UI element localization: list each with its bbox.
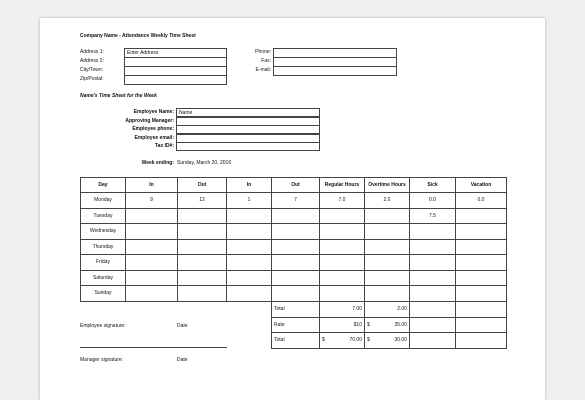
- header-overtime-hours: Overtime Hours: [365, 178, 410, 193]
- sick-cell[interactable]: [410, 224, 456, 240]
- out2-cell[interactable]: [272, 270, 320, 286]
- day-cell: Thursday: [81, 239, 126, 255]
- regular-hours-cell[interactable]: [320, 286, 365, 302]
- employee-phone-label: Employee phone:: [132, 126, 174, 132]
- rate-label: Rate: [272, 317, 320, 333]
- overtime-hours-cell[interactable]: [365, 286, 410, 302]
- rate-sick-cell[interactable]: [410, 317, 456, 333]
- in2-cell[interactable]: 1: [227, 193, 272, 209]
- overtime-hours-cell[interactable]: [365, 270, 410, 286]
- header-regular-hours: Regular Hours: [320, 178, 365, 193]
- employee-signature-date-label: Date: [177, 323, 188, 329]
- table-row: [81, 224, 507, 240]
- total-hours-label: Total: [272, 302, 320, 318]
- employee-name-label: Employee Name:: [133, 109, 174, 115]
- totals-table: [271, 301, 507, 349]
- overtime-hours-cell[interactable]: [365, 224, 410, 240]
- out1-cell[interactable]: 12: [178, 193, 227, 209]
- in2-cell[interactable]: [227, 255, 272, 271]
- email-field[interactable]: [273, 66, 397, 76]
- in2-cell[interactable]: [227, 224, 272, 240]
- tax-id-field[interactable]: [176, 142, 320, 151]
- grid-header-row: [81, 178, 507, 193]
- day-cell: Saturday: [81, 270, 126, 286]
- header-out-2: Out: [272, 178, 320, 193]
- sick-cell[interactable]: 7.5: [410, 208, 456, 224]
- rate-overtime: 35.00: [394, 321, 407, 328]
- employee-name-value: Name: [179, 109, 193, 116]
- total-hours-row: [272, 302, 507, 318]
- rate-vacation-cell[interactable]: [456, 317, 507, 333]
- rate-regular[interactable]: $10: [320, 317, 365, 333]
- out2-cell[interactable]: [272, 224, 320, 240]
- day-cell: Sunday: [81, 286, 126, 302]
- pay-overtime-cell: [365, 333, 410, 349]
- table-row: [81, 270, 507, 286]
- in1-cell[interactable]: [126, 224, 178, 240]
- overtime-hours-cell[interactable]: [365, 208, 410, 224]
- week-ending-label: Week ending:: [141, 160, 174, 166]
- city-label: City/Town:: [80, 67, 104, 73]
- header-vacation: Vacation: [456, 178, 507, 193]
- header-in-1: In: [126, 178, 178, 193]
- tax-id-label: Tax ID#:: [154, 143, 174, 149]
- in1-cell[interactable]: 9: [126, 193, 178, 209]
- table-row: [81, 193, 507, 209]
- rate-overtime-currency: $: [367, 321, 370, 328]
- pay-overtime: 30.00: [394, 337, 407, 344]
- sick-cell[interactable]: [410, 270, 456, 286]
- in2-cell[interactable]: [227, 270, 272, 286]
- overtime-hours-cell[interactable]: [365, 255, 410, 271]
- header-out-1: Out: [178, 178, 227, 193]
- employee-email-label: Employee email:: [134, 134, 174, 141]
- week-ending-value: Sunday, March 20, 2016: [177, 160, 232, 166]
- day-cell: Friday: [81, 255, 126, 271]
- in1-cell[interactable]: [126, 255, 178, 271]
- total-vacation-cell: [456, 302, 507, 318]
- day-cell: Monday: [81, 193, 126, 209]
- out1-cell[interactable]: [178, 239, 227, 255]
- day-cell: Wednesday: [81, 224, 126, 240]
- regular-hours-cell[interactable]: [320, 239, 365, 255]
- day-cell: Tuesday: [81, 208, 126, 224]
- out2-cell[interactable]: [272, 286, 320, 302]
- in2-cell[interactable]: [227, 239, 272, 255]
- manager-signature-label: Manager signature:: [80, 357, 124, 363]
- zip-field[interactable]: [124, 75, 227, 85]
- in1-cell[interactable]: [126, 239, 178, 255]
- pay-vacation-cell: [456, 333, 507, 349]
- timesheet-page: [40, 18, 545, 400]
- section-title: Name's Time Sheet for the Week: [80, 93, 157, 99]
- total-regular-hours: 7.00: [320, 302, 365, 318]
- out1-cell[interactable]: [178, 255, 227, 271]
- zip-label: Zip/Postal:: [80, 76, 104, 82]
- regular-hours-cell[interactable]: [320, 208, 365, 224]
- sick-cell[interactable]: [410, 255, 456, 271]
- total-pay-row: [272, 333, 507, 349]
- table-row: [81, 208, 507, 224]
- regular-hours-cell[interactable]: [320, 255, 365, 271]
- out2-cell[interactable]: [272, 239, 320, 255]
- rate-overtime-cell[interactable]: [365, 317, 410, 333]
- document-title: Company Name - Attendance Weekly Time Sheet: [80, 33, 196, 39]
- vacation-cell[interactable]: 0.0: [456, 193, 507, 209]
- header-day: Day: [81, 178, 126, 193]
- total-overtime-hours: 2.00: [365, 302, 410, 318]
- sick-cell[interactable]: [410, 286, 456, 302]
- phone-label: Phone:: [255, 49, 271, 55]
- sick-cell[interactable]: 0.0: [410, 193, 456, 209]
- regular-hours-cell[interactable]: 7.0: [320, 193, 365, 209]
- email-label: E-mail:: [255, 67, 271, 73]
- pay-regular-cell: [320, 333, 365, 349]
- overtime-hours-cell[interactable]: [365, 239, 410, 255]
- total-pay-label: Total: [272, 333, 320, 349]
- table-row: [81, 239, 507, 255]
- pay-sick-cell: [410, 333, 456, 349]
- vacation-cell[interactable]: [456, 208, 507, 224]
- pay-overtime-currency: $: [367, 337, 370, 344]
- employee-signature-label: Employee signature:: [80, 323, 126, 329]
- address1-label: Address 1:: [80, 49, 104, 55]
- approving-manager-label: Approving Manager:: [125, 117, 174, 124]
- address2-label: Address 2:: [80, 58, 104, 64]
- timesheet-grid: [80, 177, 507, 302]
- in2-cell[interactable]: [227, 208, 272, 224]
- sick-cell[interactable]: [410, 239, 456, 255]
- out1-cell[interactable]: [178, 286, 227, 302]
- manager-signature-date-label: Date: [177, 357, 188, 363]
- vacation-cell[interactable]: [456, 286, 507, 302]
- address1-value: Enter Address: [127, 50, 159, 56]
- out2-cell[interactable]: [272, 255, 320, 271]
- in1-cell[interactable]: [126, 286, 178, 302]
- header-sick: Sick: [410, 178, 456, 193]
- vacation-cell[interactable]: [456, 239, 507, 255]
- fax-label: Fax:: [261, 58, 271, 64]
- pay-regular-currency: $: [322, 337, 325, 344]
- overtime-hours-cell[interactable]: 2.0: [365, 193, 410, 209]
- in1-cell[interactable]: [126, 208, 178, 224]
- out1-cell[interactable]: [178, 270, 227, 286]
- rate-row: [272, 317, 507, 333]
- in2-cell[interactable]: [227, 286, 272, 302]
- pay-regular: 70.00: [349, 337, 362, 344]
- out2-cell[interactable]: [272, 208, 320, 224]
- out1-cell[interactable]: [178, 224, 227, 240]
- out1-cell[interactable]: [178, 208, 227, 224]
- regular-hours-cell[interactable]: [320, 224, 365, 240]
- regular-hours-cell[interactable]: [320, 270, 365, 286]
- employee-signature-line[interactable]: [80, 347, 227, 348]
- header-in-2: In: [227, 178, 272, 193]
- table-row: [81, 286, 507, 302]
- in1-cell[interactable]: [126, 270, 178, 286]
- vacation-cell[interactable]: [456, 224, 507, 240]
- vacation-cell[interactable]: [456, 270, 507, 286]
- vacation-cell[interactable]: [456, 255, 507, 271]
- out2-cell[interactable]: 7: [272, 193, 320, 209]
- total-sick-cell: [410, 302, 456, 318]
- table-row: [81, 255, 507, 271]
